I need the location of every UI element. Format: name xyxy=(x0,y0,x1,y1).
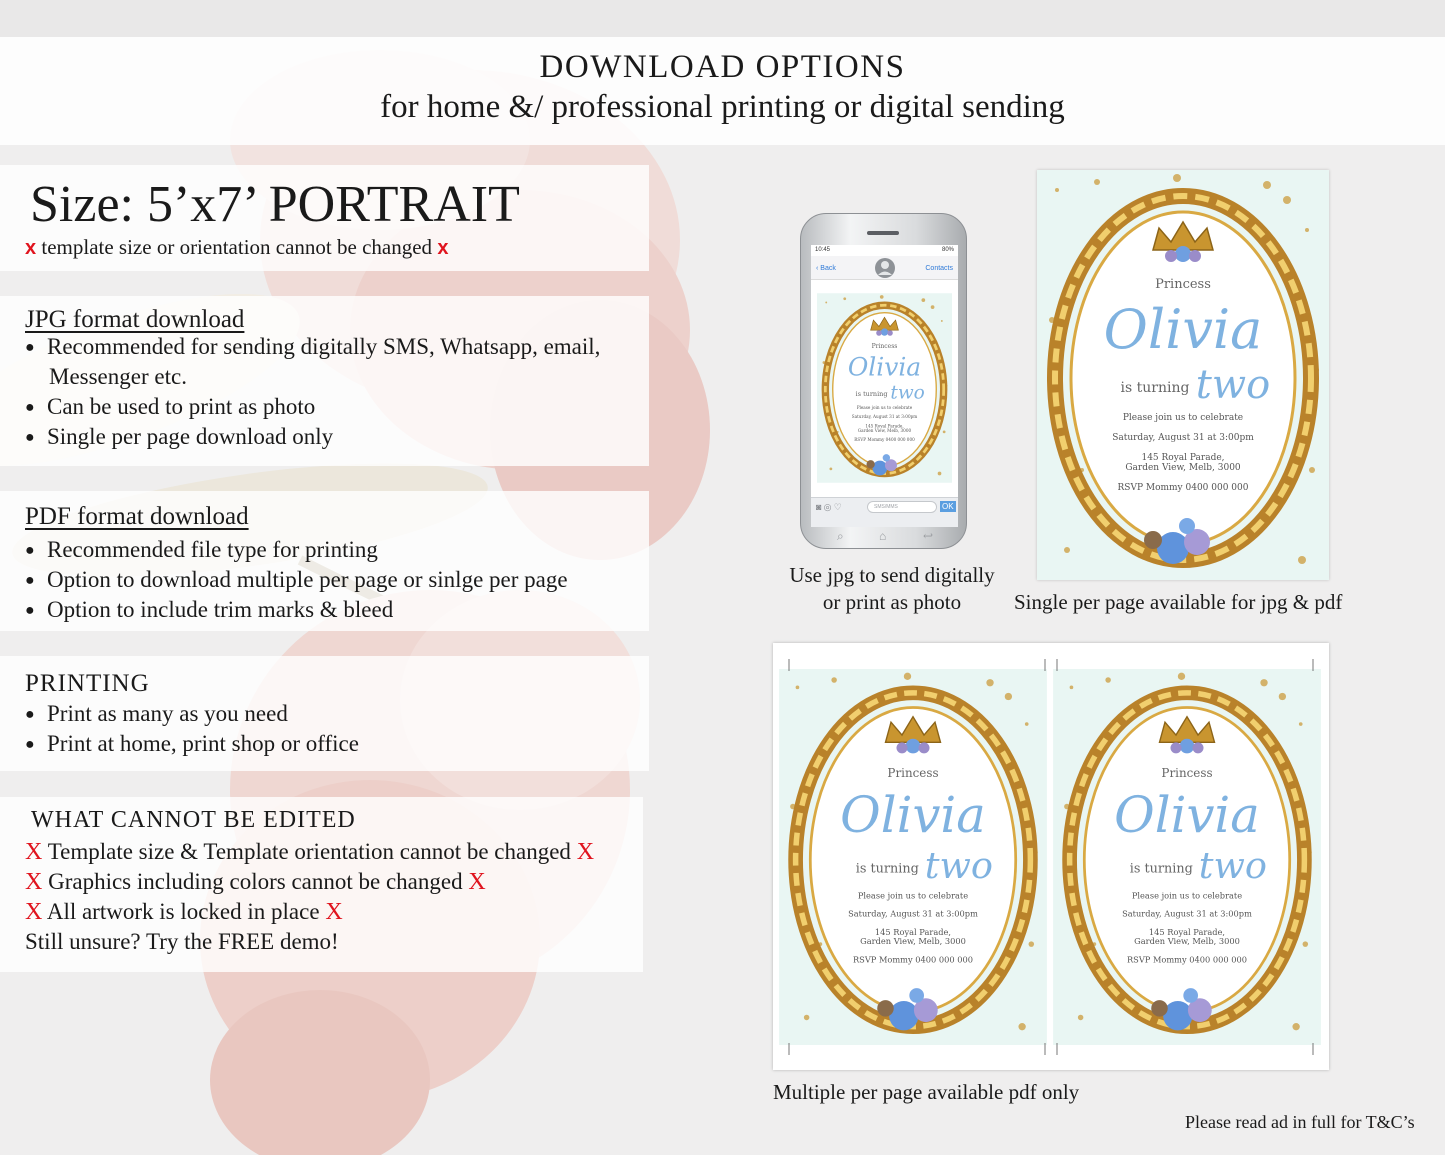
list-item: X Graphics including colors cannot be changed X xyxy=(25,869,486,895)
card-address2: Garden View, Melb, 3000 xyxy=(857,427,912,433)
card-date: Saturday, August 31 at 3:00pm xyxy=(851,414,918,420)
card-address2: Garden View, Melb, 3000 xyxy=(1125,463,1241,473)
flower-icon xyxy=(1165,250,1177,262)
card-name: Olivia xyxy=(847,352,922,382)
bullet-icon: ● xyxy=(25,542,35,559)
size-title: Size: 5’x7’ PORTRAIT xyxy=(30,176,520,233)
multiple-caption: Multiple per page available pdf only xyxy=(773,1080,1080,1104)
x-mark-icon: X xyxy=(576,839,595,865)
printing-panel xyxy=(0,656,649,771)
card-rsvp: RSVP Mommy 0400 000 000 xyxy=(854,437,915,443)
status-battery: 80% xyxy=(941,247,954,253)
sms-input[interactable]: SMS/MMS xyxy=(867,501,937,513)
x-mark-icon: x xyxy=(437,237,449,259)
card-name: Olivia xyxy=(840,786,986,845)
card-join: Please join us to celebrate xyxy=(1131,890,1243,901)
flower-icon xyxy=(1179,518,1195,534)
list-item: ● Single per page download only xyxy=(25,424,334,449)
card-princess: Princess xyxy=(871,342,898,350)
card-date: Saturday, August 31 at 3:00pm xyxy=(1112,433,1254,443)
list-item: ● Recommended file type for printing xyxy=(25,537,378,562)
card-name: Olivia xyxy=(1114,786,1260,845)
contacts-link[interactable]: Contacts xyxy=(925,265,953,272)
phone-mockup xyxy=(800,213,967,549)
confetti-dot xyxy=(1305,228,1309,232)
card-address1: 145 Royal Parade, xyxy=(865,423,904,429)
bullet-icon: ● xyxy=(25,602,35,619)
confetti-dot xyxy=(1173,174,1181,182)
cannot-edit-heading: WHAT CANNOT BE EDITED xyxy=(31,807,356,833)
confetti-dot xyxy=(829,468,832,471)
confetti-dot xyxy=(1283,196,1291,204)
cannot-edit-panel xyxy=(0,797,643,972)
confetti-dot xyxy=(941,320,943,322)
card-address2: Garden View, Melb, 3000 xyxy=(1134,936,1240,947)
card-rsvp: RSVP Mommy 0400 000 000 xyxy=(1117,483,1249,493)
flower-icon xyxy=(1157,532,1189,564)
list-item: X Template size & Template orientation cannot be changed X xyxy=(25,839,595,865)
flower-icon xyxy=(866,460,874,468)
printing-heading: PRINTING xyxy=(25,670,150,697)
flower-icon xyxy=(872,461,887,476)
confetti-dot xyxy=(1064,547,1070,553)
page-subtitle: for home &/ professional printing or digital sending xyxy=(380,89,1065,125)
x-mark-icon: X xyxy=(25,839,43,865)
home-icon[interactable]: ⌂ xyxy=(879,529,887,543)
pdf-heading: PDF format download xyxy=(25,503,249,530)
card-address1: 145 Royal Parade, xyxy=(874,926,952,937)
list-item: ● Option to download multiple per page or sinlge per page xyxy=(25,567,568,592)
card-address1: 145 Royal Parade, xyxy=(1141,453,1225,463)
back-icon[interactable]: ↩ xyxy=(923,529,934,543)
invitation-card-small xyxy=(817,282,952,494)
confetti-dot xyxy=(943,431,946,434)
pdf-panel xyxy=(0,491,649,631)
confetti-dot xyxy=(1055,188,1059,192)
confetti-dot xyxy=(931,305,935,309)
bullet-icon: ● xyxy=(25,429,35,446)
card-date: Saturday, August 31 at 3:00pm xyxy=(848,908,978,919)
camera-icon[interactable]: ◙ ◎ ♡ xyxy=(816,502,842,512)
x-mark-icon: X xyxy=(468,869,486,895)
x-mark-icon: X xyxy=(25,899,43,925)
bullet-icon: ● xyxy=(25,399,35,416)
card-is-turning: is turning xyxy=(855,861,919,877)
confetti-dot xyxy=(921,298,925,302)
multi-page-sheet xyxy=(773,643,1329,1070)
confetti-dot xyxy=(825,302,827,304)
confetti-dot xyxy=(1309,467,1315,473)
card-princess: Princess xyxy=(887,766,939,781)
phone-card xyxy=(817,282,952,494)
card-join: Please join us to celebrate xyxy=(856,404,913,410)
size-note-text: template size or orientation cannot be changed xyxy=(41,235,433,259)
card-rsvp: RSVP Mommy 0400 000 000 xyxy=(852,954,974,965)
speaker-icon xyxy=(867,231,899,235)
message-compose-bar xyxy=(811,497,958,527)
page-title: DOWNLOAD OPTIONS xyxy=(539,49,906,85)
card-join: Please join us to celebrate xyxy=(857,890,969,901)
phone-screen xyxy=(811,245,958,527)
phone-caption-line1: Use jpg to send digitally xyxy=(789,563,995,587)
card-date: Saturday, August 31 at 3:00pm xyxy=(1122,908,1252,919)
card-age: two xyxy=(890,382,925,404)
card-address2: Garden View, Melb, 3000 xyxy=(860,936,966,947)
card-is-turning: is turning xyxy=(1120,380,1190,396)
flower-icon xyxy=(883,454,890,461)
confetti-dot xyxy=(843,297,846,300)
bullet-icon: ● xyxy=(25,572,35,589)
flower-icon xyxy=(876,330,882,336)
confetti-dot xyxy=(1094,179,1100,185)
list-item: X All artwork is locked in place X xyxy=(25,899,343,925)
bullet-icon: ● xyxy=(25,706,35,723)
card-join: Please join us to celebrate xyxy=(1122,413,1244,423)
list-item: ● Option to include trim marks & bleed xyxy=(25,597,394,622)
free-demo-line: Still unsure? Try the FREE demo! xyxy=(25,929,339,954)
trim-marks xyxy=(773,643,1329,1070)
confetti-dot xyxy=(1263,181,1271,189)
card-name: Olivia xyxy=(1103,298,1263,361)
flower-icon xyxy=(1175,246,1191,262)
size-panel xyxy=(0,165,649,271)
list-item: ● Print as many as you need xyxy=(25,701,288,726)
size-note xyxy=(25,235,448,260)
flower-icon xyxy=(887,330,893,336)
confetti-dot xyxy=(880,295,884,299)
back-link[interactable]: ‹ Back xyxy=(816,265,836,272)
ok-button[interactable]: OK xyxy=(942,502,954,511)
bullet-icon: ● xyxy=(25,339,35,356)
card-princess: Princess xyxy=(1161,766,1213,781)
card-princess: Princess xyxy=(1155,277,1211,292)
x-mark-icon: X xyxy=(25,869,43,895)
list-item: ● Print at home, print shop or office xyxy=(25,731,359,756)
card-is-turning: is turning xyxy=(1129,861,1193,877)
card-address1: 145 Royal Parade, xyxy=(1148,926,1226,937)
message-nav-bar xyxy=(811,256,958,280)
card-age: two xyxy=(1198,844,1267,888)
flower-icon xyxy=(1189,250,1201,262)
phone-caption-line2: or print as photo xyxy=(822,590,962,614)
status-bar xyxy=(811,245,958,256)
list-item: ● Recommended for sending digitally SMS, Whatsapp, email, xyxy=(25,334,601,359)
list-item-continuation: Messenger etc. xyxy=(49,364,187,389)
card-age: two xyxy=(1195,362,1271,408)
single-caption: Single per page available for jpg & pdf xyxy=(1014,590,1343,614)
jpg-panel xyxy=(0,296,649,466)
flower-icon xyxy=(881,328,888,335)
invitation-card-single xyxy=(1037,170,1329,580)
bullet-icon: ● xyxy=(25,736,35,753)
footnote: Please read ad in full for T&C’s xyxy=(1185,1112,1415,1132)
confetti-dot xyxy=(1298,556,1306,564)
card-age: two xyxy=(924,844,993,888)
confetti-dot xyxy=(938,472,942,476)
phone-nav-keys xyxy=(811,527,958,549)
card-is-turning: is turning xyxy=(855,389,888,398)
jpg-heading: JPG format download xyxy=(25,306,245,333)
search-icon[interactable]: ⌕ xyxy=(837,529,844,543)
status-time: 10:45 xyxy=(815,247,831,253)
avatar-icon xyxy=(874,257,896,279)
card-rsvp: RSVP Mommy 0400 000 000 xyxy=(1126,954,1248,965)
x-mark-icon: x xyxy=(25,237,37,259)
header-band xyxy=(0,37,1445,145)
flower-icon xyxy=(1144,531,1162,549)
list-item: ● Can be used to print as photo xyxy=(25,394,316,419)
x-mark-icon: X xyxy=(325,899,343,925)
